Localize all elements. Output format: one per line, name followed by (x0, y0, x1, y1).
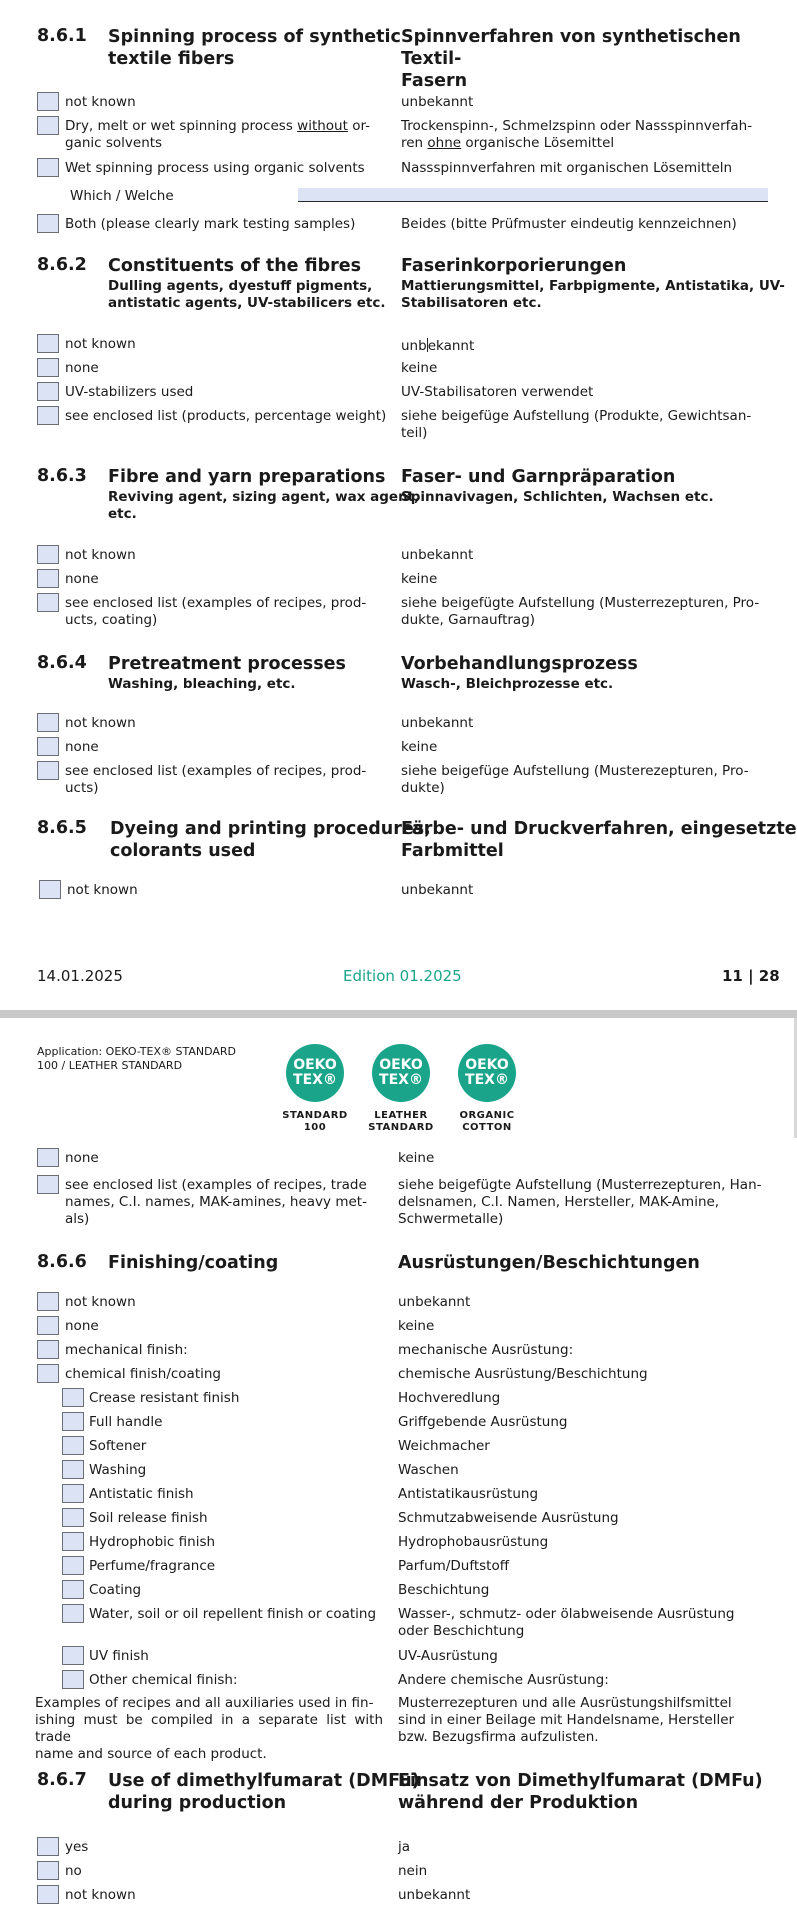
option-label-de: keine (401, 571, 438, 587)
text-line: als) (65, 1211, 90, 1227)
section-number-8-6-4: 8.6.4 (37, 653, 87, 673)
title-line: Dyeing and printing procedures, (110, 819, 431, 839)
option-label-de (401, 595, 771, 629)
option-label-en: not known (65, 94, 136, 110)
option-label-de: Antistatikausrüstung (398, 1486, 539, 1502)
checkbox-washing[interactable] (62, 1460, 84, 1479)
checkbox-pretreatment-none[interactable] (37, 737, 59, 756)
option-label-en: not known (65, 1294, 136, 1310)
finishing-note-en (35, 1695, 383, 1763)
option-label-de: Weichmacher (398, 1438, 490, 1454)
checkbox-full-handle[interactable] (62, 1412, 84, 1431)
option-label-de: unbekannt (401, 547, 474, 563)
checkbox-constituents-not-known[interactable] (37, 334, 59, 353)
option-label-en: none (65, 1150, 99, 1166)
option-label-de: keine (398, 1150, 435, 1166)
text-line: ishing must be compiled in a separate list with trade (35, 1712, 383, 1745)
option-label-en: Coating (89, 1582, 142, 1598)
option-label-en: not known (65, 336, 136, 352)
checkbox-spinning-not-known[interactable] (37, 92, 59, 111)
option-label-de: Parfum/Duftstoff (398, 1558, 510, 1574)
caption-line: LEATHER (374, 1110, 428, 1121)
section-title-en-8-6-7 (108, 1770, 420, 1814)
checkbox-water-repellent[interactable] (62, 1604, 84, 1623)
section-title-de-8-6-5 (401, 818, 797, 862)
title-line: textile fibers (108, 49, 235, 69)
option-label-de: Hydrophobausrüstung (398, 1534, 549, 1550)
underlined-word: ohne (427, 135, 462, 151)
title-line: Use of dimethylfumarat (DMFu) (108, 1771, 420, 1791)
text-line: dukte, Garnauftrag) (401, 612, 536, 628)
option-label-de (401, 408, 771, 442)
which-label: Which / Welche (70, 188, 174, 204)
subtitle-line: antistatic agents, UV-stabilicers etc. (108, 295, 386, 311)
option-label-de: Andere chemische Ausrüstung: (398, 1672, 609, 1688)
text-segment: ren (401, 135, 428, 151)
section-number-8-6-2: 8.6.2 (37, 255, 87, 275)
option-label-en (65, 595, 387, 629)
caption-line: STANDARD (368, 1122, 434, 1133)
option-label-de: keine (398, 1318, 435, 1334)
section-title-de-8-6-4: Vorbehandlungsprozess (401, 654, 638, 674)
option-label-en: see enclosed list (products, percentage weight) (65, 408, 387, 424)
checkbox-dmfu-not-known[interactable] (37, 1885, 59, 1904)
option-label-de (401, 118, 771, 152)
option-label-en: Both (please clearly mark testing samples) (65, 216, 356, 232)
logo-text: OEKO (293, 1057, 337, 1073)
text-segment: or- (347, 118, 371, 134)
option-label-en: none (65, 571, 99, 587)
text-line: names, C.I. names, MAK-amines, heavy met- (65, 1194, 367, 1210)
option-label-en: Other chemical finish: (89, 1672, 238, 1688)
text-line: Trockenspinn-, Schmelzspinn oder Nassspinnverfah- (401, 118, 753, 134)
option-label-en: UV finish (89, 1648, 149, 1664)
section-title-en-8-6-4: Pretreatment processes (108, 654, 346, 674)
option-label-de: Nassspinnverfahren mit organischen Lösemitteln (401, 160, 733, 176)
option-label-de (398, 1177, 764, 1228)
checkbox-dyeing-not-known[interactable] (39, 880, 61, 899)
page-separator (0, 1010, 797, 1018)
logo-caption-standard-100 (275, 1110, 355, 1134)
option-label-en: Antistatic finish (89, 1486, 194, 1502)
title-line: colorants used (110, 841, 256, 861)
checkbox-pretreatment-not-known[interactable] (37, 713, 59, 732)
title-line: during production (108, 1793, 287, 1813)
checkbox-spinning-without-solvents[interactable] (37, 116, 59, 135)
section-title-en-8-6-5 (110, 818, 431, 862)
section-title-de-8-6-7 (398, 1770, 763, 1814)
option-label-en: Perfume/fragrance (89, 1558, 216, 1574)
option-label-en: chemical finish/coating (65, 1366, 221, 1382)
option-label-de (398, 1606, 764, 1640)
option-label-en: none (65, 360, 99, 376)
text-cursor (427, 338, 428, 352)
caption-line: COTTON (462, 1122, 512, 1133)
section-subtitle-en-8-6-2 (108, 278, 386, 312)
option-label-en: none (65, 739, 99, 755)
section-title-en-8-6-2: Constituents of the fibres (108, 256, 362, 276)
caption-line: 100 (303, 1122, 327, 1133)
option-label-en: mechanical finish: (65, 1342, 188, 1358)
text-line: delsnamen, C.I. Namen, Hersteller, MAK-Amine, (398, 1194, 720, 1210)
text-line: Examples of recipes and all auxiliaries used in fin- (35, 1695, 374, 1711)
option-label-de: nein (398, 1863, 428, 1879)
logo-caption-organic-cotton (447, 1110, 527, 1134)
caption-line: ORGANIC (459, 1110, 515, 1121)
checkbox-dmfu-no[interactable] (37, 1861, 59, 1880)
option-label-de: UV-Stabilisatoren verwendet (401, 384, 594, 400)
subtitle-line: Dulling agents, dyestuff pigments, (108, 278, 373, 294)
text-line: siehe beigefüge Aufstellung (Produkte, Gewichtsan- (401, 408, 752, 424)
footer-page-number: 11 | 28 (722, 967, 780, 985)
checkbox-constituents-none[interactable] (37, 358, 59, 377)
title-line: Färbe- und Druckverfahren, eingesetzte (401, 819, 797, 839)
checkbox-antistatic[interactable] (62, 1484, 84, 1503)
text-line: teil) (401, 425, 428, 441)
title-line: Farbmittel (401, 841, 504, 861)
header-line: 100 / LEATHER STANDARD (37, 1059, 183, 1072)
text-segment: Dry, melt or wet spinning process (65, 118, 298, 134)
checkbox-dmfu-yes[interactable] (37, 1837, 59, 1856)
text-line: bzw. Bezugsfirma aufzulisten. (398, 1729, 599, 1745)
option-label-en (65, 1177, 383, 1228)
option-label-en (65, 763, 387, 797)
option-label-en: Full handle (89, 1414, 163, 1430)
subtitle-line: Mattierungsmittel, Farbpigmente, Antistatika, UV- (401, 278, 785, 294)
finishing-note-de (398, 1695, 764, 1746)
oeko-tex-logo-icon (372, 1044, 430, 1102)
checkbox-preparations-not-known[interactable] (37, 545, 59, 564)
subtitle-line: Stabilisatoren etc. (401, 295, 542, 311)
checkbox-spinning-both[interactable] (37, 214, 59, 233)
checkbox-other-chemical[interactable] (62, 1670, 84, 1689)
checkbox-coating[interactable] (62, 1580, 84, 1599)
section-title-en-8-6-6: Finishing/coating (108, 1253, 279, 1273)
text-line: siehe beigefügte Aufstellung (Musterrezepturen, Han- (398, 1177, 762, 1193)
checkbox-spinning-organic-solvents[interactable] (37, 158, 59, 177)
title-line: Spinning process of synthetic (108, 27, 401, 47)
text-line: Schwermetalle) (398, 1211, 504, 1227)
option-label-en (65, 118, 387, 152)
checkbox-soil-release[interactable] (62, 1508, 84, 1527)
subtitle-line: Reviving agent, sizing agent, wax agent, (108, 489, 420, 505)
title-line: Fasern (401, 71, 468, 91)
title-line: Einsatz von Dimethylfumarat (DMFu) (398, 1771, 763, 1791)
footer-edition: Edition 01.2025 (343, 967, 462, 985)
checkbox-constituents-list[interactable] (37, 406, 59, 425)
option-label-en: yes (65, 1839, 89, 1855)
option-label-en: Washing (89, 1462, 147, 1478)
section-subtitle-de-8-6-4: Wasch-, Bleichprozesse etc. (401, 676, 614, 692)
checkbox-preparations-none[interactable] (37, 569, 59, 588)
option-label-de: unbekannt (401, 94, 474, 110)
option-label-en: Wet spinning process using organic solvents (65, 160, 365, 176)
subtitle-line: etc. (108, 506, 137, 522)
option-label-en: not known (65, 715, 136, 731)
option-label-de: Waschen (398, 1462, 459, 1478)
option-label-de: Schmutzabweisende Ausrüstung (398, 1510, 619, 1526)
option-label-de (401, 763, 771, 797)
text-segment: organische Lösemittel (461, 135, 615, 151)
title-line: Spinnverfahren von synthetischen Textil- (401, 27, 741, 69)
option-label-en: Soil release finish (89, 1510, 208, 1526)
option-label-de: mechanische Ausrüstung: (398, 1342, 574, 1358)
option-label-en: UV-stabilizers used (65, 384, 194, 400)
logo-text: OEKO (465, 1057, 509, 1073)
option-label-de: chemische Ausrüstung/Beschichtung (398, 1366, 648, 1382)
text-line: see enclosed list (examples of recipes, prod- (65, 763, 367, 779)
text-line: sind in einer Beilage mit Handelsname, Hersteller (398, 1712, 735, 1728)
checkbox-finishing-none[interactable] (37, 1316, 59, 1335)
text-line: Wasser-, schmutz- oder ölabweisende Ausrüstung (398, 1606, 735, 1622)
option-label-de: Griffgebende Ausrüstung (398, 1414, 568, 1430)
section-title-de-8-6-3: Faser- und Garnpräparation (401, 467, 676, 487)
text-line: siehe beigefügte Aufstellung (Musterrezepturen, Pro- (401, 595, 760, 611)
option-label-de: Beides (bitte Prüfmuster eindeutig kennzeichnen) (401, 216, 737, 232)
option-label-de: unbekannt (398, 1294, 471, 1310)
section-subtitle-en-8-6-4: Washing, bleaching, etc. (108, 676, 296, 692)
checkbox-finishing-not-known[interactable] (37, 1292, 59, 1311)
section-subtitle-de-8-6-2 (401, 278, 785, 312)
footer-date: 14.01.2025 (37, 967, 123, 985)
oeko-tex-logo-icon (286, 1044, 344, 1102)
checkbox-constituents-uv[interactable] (37, 382, 59, 401)
oeko-tex-logo-icon (458, 1044, 516, 1102)
option-label-de: unbekannt (401, 715, 474, 731)
which-input[interactable] (298, 188, 768, 202)
section-title-en-8-6-1 (108, 26, 401, 70)
header-line: Application: OEKO-TEX® STANDARD (37, 1045, 237, 1058)
section-number-8-6-6: 8.6.6 (37, 1252, 87, 1272)
text-line: ucts) (65, 780, 99, 796)
text-line: oder Beschichtung (398, 1623, 525, 1639)
option-label-en: not known (65, 547, 136, 563)
section-subtitle-en-8-6-3 (108, 489, 419, 523)
section-number-8-6-3: 8.6.3 (37, 466, 87, 486)
option-label-de: keine (401, 739, 438, 755)
checkbox-dyeing-list[interactable] (37, 1175, 59, 1194)
checkbox-preparations-list[interactable] (37, 593, 59, 612)
text-line: Musterrezepturen und alle Ausrüstungshilfsmittel (398, 1695, 732, 1711)
text-line: ucts, coating) (65, 612, 158, 628)
logo-text: TEX® (293, 1072, 337, 1088)
text-segment: unb (401, 338, 427, 354)
section-number-8-6-5: 8.6.5 (37, 818, 87, 838)
option-label-en: none (65, 1318, 99, 1334)
option-label-de: Beschichtung (398, 1582, 490, 1598)
option-label-en: not known (67, 882, 138, 898)
text-line: see enclosed list (examples of recipes, prod- (65, 595, 367, 611)
option-label-en: not known (65, 1887, 136, 1903)
section-subtitle-de-8-6-3: Spinnavivagen, Schlichten, Wachsen etc. (401, 489, 714, 505)
text-segment: ekannt (427, 338, 475, 354)
option-label-de (401, 336, 474, 355)
option-label-de: ja (398, 1839, 411, 1855)
caption-line: STANDARD (282, 1110, 348, 1121)
option-label-de: keine (401, 360, 438, 376)
section-number-8-6-1: 8.6.1 (37, 26, 87, 46)
option-label-de: UV-Ausrüstung (398, 1648, 498, 1664)
text-line: name and source of each product. (35, 1746, 267, 1762)
section-number-8-6-7: 8.6.7 (37, 1770, 87, 1790)
header-application (37, 1045, 236, 1073)
checkbox-perfume[interactable] (62, 1556, 84, 1575)
logo-text: OEKO (379, 1057, 423, 1073)
text-line: ganic solvents (65, 135, 163, 151)
underlined-word: without (297, 118, 348, 134)
option-label-de: unbekannt (401, 882, 474, 898)
text-line: dukte) (401, 780, 445, 796)
section-title-de-8-6-6: Ausrüstungen/Beschichtungen (398, 1253, 700, 1273)
checkbox-crease-resistant[interactable] (62, 1388, 84, 1407)
option-label-en: Hydrophobic finish (89, 1534, 216, 1550)
page-12 (0, 1018, 797, 1920)
option-label-de: Hochveredlung (398, 1390, 501, 1406)
option-label-en: no (65, 1863, 82, 1879)
section-title-de-8-6-1 (401, 26, 797, 92)
checkbox-pretreatment-list[interactable] (37, 761, 59, 780)
checkbox-hydrophobic[interactable] (62, 1532, 84, 1551)
option-label-en: Water, soil or oil repellent finish or coating (89, 1606, 377, 1622)
checkbox-uv-finish[interactable] (62, 1646, 84, 1665)
text-line: see enclosed list (examples of recipes, trade (65, 1177, 367, 1193)
logo-text: TEX® (465, 1072, 509, 1088)
checkbox-finishing-chemical[interactable] (37, 1364, 59, 1383)
text-line: siehe beigefüge Aufstellung (Musterezepturen, Pro- (401, 763, 749, 779)
option-label-en: Softener (89, 1438, 147, 1454)
option-label-en: Crease resistant finish (89, 1390, 240, 1406)
option-label-de: unbekannt (398, 1887, 471, 1903)
checkbox-finishing-mechanical[interactable] (37, 1340, 59, 1359)
section-title-de-8-6-2: Faserinkorporierungen (401, 256, 627, 276)
checkbox-dyeing-none[interactable] (37, 1148, 59, 1167)
logo-text: TEX® (379, 1072, 423, 1088)
section-title-en-8-6-3: Fibre and yarn preparations (108, 467, 386, 487)
checkbox-softener[interactable] (62, 1436, 84, 1455)
logo-caption-leather-standard (361, 1110, 441, 1134)
title-line: während der Produktion (398, 1793, 639, 1813)
